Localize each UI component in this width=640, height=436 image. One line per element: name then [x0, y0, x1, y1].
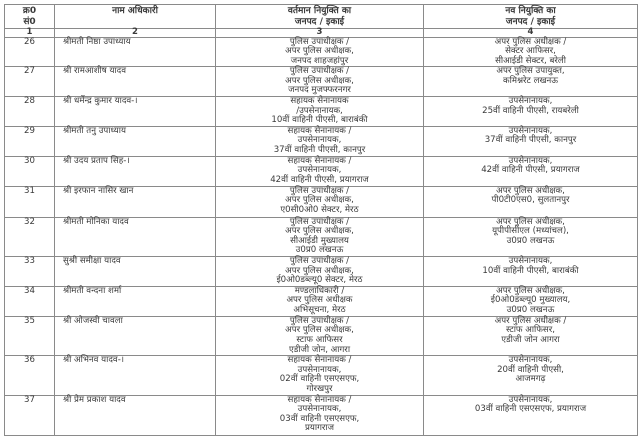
officer-name-cell: श्री उदय प्रताप सिह-।	[55, 156, 216, 186]
new-posting-line: उपसेनानायक,	[508, 256, 553, 266]
table-row	[5, 97, 638, 127]
current-posting-line: उपसेनानायक,	[297, 165, 342, 176]
new-posting-cell	[424, 286, 638, 316]
current-posting-cell	[216, 316, 424, 355]
new-posting-line: 37वीं वाहिनी पीएसी, कानपुर	[484, 135, 577, 146]
officer-name-cell: श्रीमती तनु उपाध्याय	[55, 126, 216, 156]
new-posting-line: अपर पुलिस अधीक्षक,	[496, 216, 565, 227]
current-posting-line: अपर पुलिस अधीक्षक,	[285, 75, 354, 86]
officer-name-cell: सुश्री समीक्षा यादव	[55, 257, 216, 287]
current-posting-line: अपर पुलिस अधीक्षक,	[285, 195, 354, 206]
new-posting-line: 03वीं वाहिनी एसएसएफ, प्रयागराज	[474, 404, 587, 415]
table-row	[5, 257, 638, 287]
current-posting-line: 37वीं वाहिनी पीएसी, कानपुर	[273, 145, 366, 156]
serial-number-cell: 37	[5, 395, 55, 435]
officer-name-cell: श्रीमती निष्ठा उपाध्याय	[55, 37, 216, 67]
header-officer-name	[55, 5, 216, 29]
header-new-line-1: नव नियुक्ति का	[505, 6, 556, 16]
new-posting-line: उपसेनानायक,	[508, 155, 553, 166]
new-posting-line: अपर पुलिस उपायुक्त,	[496, 66, 565, 77]
header-serial-number	[5, 5, 55, 29]
new-posting-line: स्टाफ आफिसर,	[506, 325, 555, 336]
new-posting-cell	[424, 67, 638, 97]
current-posting-cell	[216, 217, 424, 256]
current-posting-line: उ0प्र0 लखनऊ	[295, 245, 344, 256]
current-posting-line: गोरखपुर	[306, 383, 333, 394]
new-posting-line: 42वीं वाहिनी पीएसी, प्रयागराज	[481, 165, 580, 176]
table-row	[5, 126, 638, 156]
current-posting-line: 42वीं वाहिनी पीएसी, प्रयागराज	[270, 174, 369, 185]
new-posting-line: अपर पुलिस अधीक्षक,	[496, 285, 565, 296]
current-posting-line: 10वीं वाहिनी पीएसी, बाराबंकी	[271, 115, 368, 126]
current-posting-cell	[216, 186, 424, 217]
current-posting-line: सहायक सेनानायक	[290, 96, 349, 107]
current-posting-cell	[216, 286, 424, 316]
current-posting-line: उपसेनानायक,	[297, 135, 342, 146]
current-posting-line: प्रयागराज	[304, 423, 335, 434]
table-body	[5, 37, 638, 435]
current-posting-line: जनपद मुजफ्फरनगर	[288, 85, 351, 96]
new-posting-line: यूपीपीसीएल (मध्यांचल),	[492, 226, 569, 237]
current-posting-cell	[216, 395, 424, 435]
new-posting-line: आजमगढ़	[515, 374, 546, 385]
new-posting-cell	[424, 257, 638, 287]
current-posting-cell	[216, 37, 424, 67]
new-posting-line: 20वीं वाहिनी पीएसी,	[497, 364, 564, 375]
current-posting-cell	[216, 67, 424, 97]
new-posting-cell	[424, 395, 638, 435]
new-posting-line: 25वीं वाहिनी पीएसी, रायबरेली	[482, 105, 579, 116]
current-posting-line: 03वीं वाहिनी एसएसएफ,	[279, 413, 360, 424]
current-posting-line: सीआईडी मुख्यालय	[290, 235, 349, 246]
current-posting-line: अभिसूचना, मेरठ	[293, 304, 346, 315]
current-posting-line: एडीजी जोन, आगरा	[288, 344, 351, 355]
officer-name-cell: श्री अभिनव यादव-।	[55, 356, 216, 395]
current-posting-line: पुलिस उपाधीक्षक /	[289, 315, 350, 326]
table-row	[5, 156, 638, 186]
transfer-order-document	[4, 4, 637, 436]
header-name-line-1: नाम अधिकारी	[112, 6, 158, 16]
current-posting-cell	[216, 97, 424, 127]
serial-number-cell: 35	[5, 316, 55, 355]
current-posting-line: उपसेनानायक,	[297, 364, 342, 375]
current-posting-line: मण्डलाधिकारी /	[294, 285, 345, 296]
transfer-table	[4, 4, 638, 436]
new-posting-cell	[424, 186, 638, 217]
officer-name-cell: श्री रामआशीष यादव	[55, 67, 216, 97]
header-current-line-2: जनपद / इकाई	[294, 16, 345, 27]
current-posting-line: पुलिस उपाधीक्षक /	[289, 66, 350, 77]
table-row	[5, 67, 638, 97]
current-posting-cell	[216, 126, 424, 156]
header-current-line-1: वर्तमान नियुक्ति का	[287, 6, 352, 16]
header-serial-line-1: क्र0	[22, 6, 37, 16]
current-posting-line: अपर पुलिस अधीक्षक,	[285, 46, 354, 57]
new-posting-line: अपर पुलिस अधीक्षक /	[494, 315, 567, 326]
current-posting-line: अपर पुलिस अधीक्षक,	[285, 226, 354, 237]
new-posting-cell	[424, 316, 638, 355]
new-posting-line: कमिश्नरेट लखनऊ	[503, 75, 558, 86]
current-posting-line: जनपद शाहजहांपुर	[290, 55, 349, 66]
current-posting-line: ए0सी0ओ0 सेक्टर, मेरठ	[280, 204, 359, 215]
new-posting-line: उपसेनानायक,	[508, 96, 553, 107]
current-posting-line: सहायक सेनानायक /	[287, 394, 352, 405]
current-posting-line: /उपसेनानायक,	[296, 105, 343, 116]
new-posting-line: अपर पुलिस अधीक्षक /	[494, 36, 567, 47]
current-posting-line: सहायक सेनानायक /	[287, 125, 352, 136]
column-number-row	[5, 29, 638, 38]
current-posting-line: स्टाफ आफिसर	[296, 334, 343, 345]
officer-name-cell: श्री धर्मेन्द्र कुमार यादव-।	[55, 97, 216, 127]
header-row	[5, 5, 638, 29]
new-posting-line: उ0प्र0 लखनऊ	[506, 304, 555, 315]
header-serial-line-2: सं0	[23, 16, 36, 27]
current-posting-line: अपर पुलिस अधीक्षक,	[285, 265, 354, 276]
new-posting-line: 10वीं वाहिनी पीएसी, बाराबंकी	[482, 265, 579, 276]
table-row	[5, 286, 638, 316]
new-posting-line: उ0प्र0 लखनऊ	[506, 235, 555, 246]
serial-number-cell: 36	[5, 356, 55, 395]
new-posting-line: सेक्टर आफिसर,	[505, 46, 556, 57]
current-posting-line: उपसेनानायक,	[297, 404, 342, 415]
current-posting-line: ई0ओ0डब्ल्यू0 सेक्टर, मेरठ	[276, 275, 363, 286]
table-row	[5, 316, 638, 355]
officer-name-cell: श्री इरफान नासिर खान	[55, 186, 216, 217]
current-posting-line: पुलिस उपाधीक्षक /	[289, 185, 350, 196]
serial-number-cell: 28	[5, 97, 55, 127]
table-row	[5, 37, 638, 67]
header-new-posting	[424, 5, 638, 29]
current-posting-line: पुलिस उपाधीक्षक /	[289, 216, 350, 227]
current-posting-line: सहायक सेनानायक /	[287, 155, 352, 166]
officer-name-cell: श्री ओजस्वी चावला	[55, 316, 216, 355]
new-posting-line: उपसेनानायक,	[508, 394, 553, 405]
current-posting-cell	[216, 156, 424, 186]
new-posting-cell	[424, 217, 638, 256]
officer-name-cell: श्रीमती मोनिका यादव	[55, 217, 216, 256]
new-posting-line: सीआईडी सेक्टर, बरेली	[495, 55, 566, 66]
serial-number-cell: 29	[5, 126, 55, 156]
new-posting-line: ई0ओ0डब्ल्यू0 मुख्यालय,	[490, 295, 571, 306]
current-posting-line: सहायक सेनानायक /	[287, 355, 352, 366]
table-row	[5, 356, 638, 395]
serial-number-cell: 26	[5, 37, 55, 67]
new-posting-line: उपसेनानायक,	[508, 355, 553, 366]
table-row	[5, 186, 638, 217]
new-posting-cell	[424, 97, 638, 127]
table-row	[5, 217, 638, 256]
new-posting-line: अपर पुलिस अधीक्षक,	[496, 185, 565, 196]
new-posting-line: एडीजी जोन आगरा	[501, 334, 560, 345]
header-current-posting	[216, 5, 424, 29]
column-number-4: 4	[424, 29, 638, 38]
current-posting-line: अपर पुलिस अधीक्षक	[286, 295, 353, 306]
current-posting-cell	[216, 257, 424, 287]
officer-name-cell: श्री प्रेम प्रकाश यादव	[55, 395, 216, 435]
new-posting-cell	[424, 356, 638, 395]
serial-number-cell: 32	[5, 217, 55, 256]
current-posting-line: अपर पुलिस अधीक्षक,	[285, 325, 354, 336]
current-posting-line: पुलिस उपाधीक्षक /	[289, 36, 350, 47]
current-posting-cell	[216, 356, 424, 395]
new-posting-cell	[424, 156, 638, 186]
table-row	[5, 395, 638, 435]
column-number-1: 1	[5, 29, 55, 38]
new-posting-line: उपसेनानायक,	[508, 125, 553, 136]
serial-number-cell: 27	[5, 67, 55, 97]
serial-number-cell: 33	[5, 257, 55, 287]
current-posting-line: पुलिस उपाधीक्षक /	[289, 256, 350, 266]
new-posting-cell	[424, 126, 638, 156]
new-posting-line: पी0टी0एस0, सुलतानपुर	[491, 195, 570, 206]
column-number-2: 2	[55, 29, 216, 38]
column-number-3: 3	[216, 29, 424, 38]
header-new-line-2: जनपद / इकाई	[505, 16, 556, 27]
new-posting-cell	[424, 37, 638, 67]
serial-number-cell: 31	[5, 186, 55, 217]
serial-number-cell: 30	[5, 156, 55, 186]
current-posting-line: 02वीं वाहिनी एसएसएफ,	[279, 374, 360, 385]
serial-number-cell: 34	[5, 286, 55, 316]
officer-name-cell: श्रीमती वन्दना शर्मा	[55, 286, 216, 316]
